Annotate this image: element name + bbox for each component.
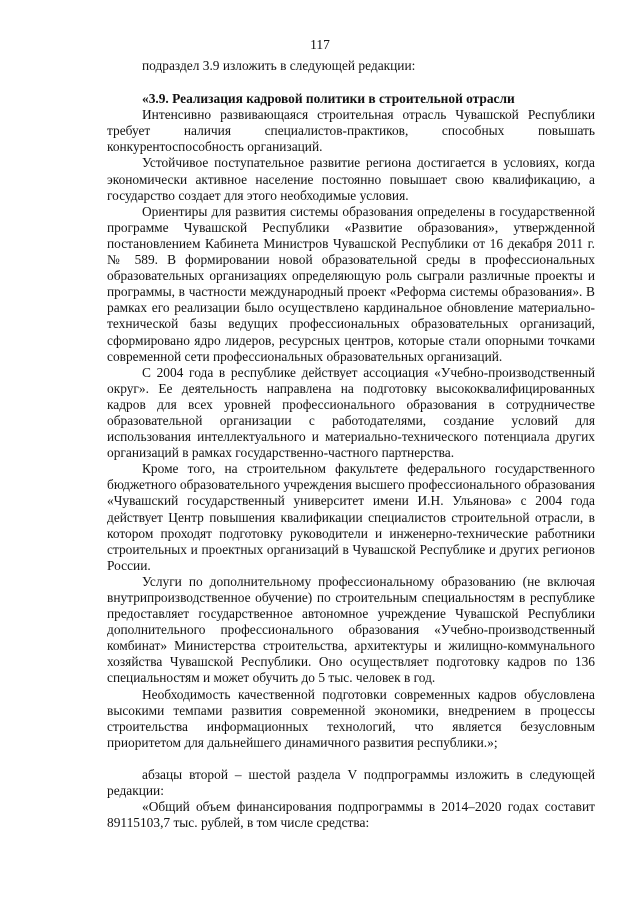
intro-paragraph: подраздел 3.9 изложить в следующей редакции:: [142, 58, 416, 73]
body-paragraph: Ориентиры для развития системы образования определены в государственной программе Чувашской Республики «Развитие образования», утвержденной постановлением Кабинета Министров Чувашской Республики от 16 декабря 2011 г. № 589. В формировании новой образовательной среды в профессиональных образовательных организациях определяющую роль сыграли различные проекты и программы, в частности международный проект «Реформа системы образования». В рамках его реализации было осуществлено кардинальное обновление материально-технической базы ведущих профессиональных образовательных организаций, сформировано ядро лидеров, ресурсных центров, которые стали опорными точками современной сети профессиональных образовательных организаций.: [107, 203, 595, 364]
body-paragraph: Кроме того, на строительном факультете федерального государственного бюджетного образовательного учреждения высшего профессионального образования «Чувашский государственный университет имени И.Н. Ульянова» с 2004 года действует Центр повышения квалификации специалистов строительной отрасли, в котором проходят подготовку руководители и инженерно-технические работники строительных и проектных организаций в Чувашской Республике и других регионов России.: [107, 461, 595, 573]
page-number: 117: [310, 37, 330, 52]
section-title: «3.9. Реализация кадровой политики в строительной отрасли: [142, 91, 515, 107]
amendment-paragraph: абзацы второй – шестой раздела V подпрограммы изложить в следующей редакции:: [107, 766, 595, 799]
funding-paragraph: «Общий объем финансирования подпрограммы в 2014–2020 годах составит 89115103,7 тыс. рублей, в том числе средства:: [107, 799, 595, 831]
body-paragraph: Услуги по дополнительному профессиональному образованию (не включая внутрипроизводственное обучение) по строительным специальностям в республике предоставляет государственное автономное учреждение Чувашской Республики дополнительного профессионального образования «Учебно-производственный комбинат» Министерства строительства, архитектуры и жилищно-коммунального хозяйства Чувашской Республики. Оно осуществляет подготовку кадров по 136 специальностям и может обучить до 5 тыс. человек в год.: [107, 573, 595, 686]
document-body: [107, 58, 595, 831]
body-paragraph: С 2004 года в республике действует ассоциация «Учебно-производственный округ». Ее деятельность направлена на подготовку высококвалифицированных кадров для всех уровней профессионального образования в сотрудничестве образовательной организации с работодателями, создание условий для использования интеллектуального и материально-технического потенциала других организаций в рамках государственно-частного партнерства.: [107, 364, 595, 461]
body-paragraph: Устойчивое поступательное развитие региона достигается в условиях, когда экономически активное население постоянно повышает свою квалификацию, а государство создает для этого необходимые условия.: [107, 155, 595, 203]
body-paragraph: Интенсивно развивающаяся строительная отрасль Чувашской Республики требует наличия специалистов-практиков, способных повышать конкурентоспособность организаций.: [107, 107, 595, 155]
body-paragraph: Необходимость качественной подготовки современных кадров обусловлена высокими темпами развития современной экономики, внедрением в процессы строительства информационных технологий, что является безусловным приоритетом для дальнейшего динамичного развития республики.»;: [107, 686, 595, 750]
